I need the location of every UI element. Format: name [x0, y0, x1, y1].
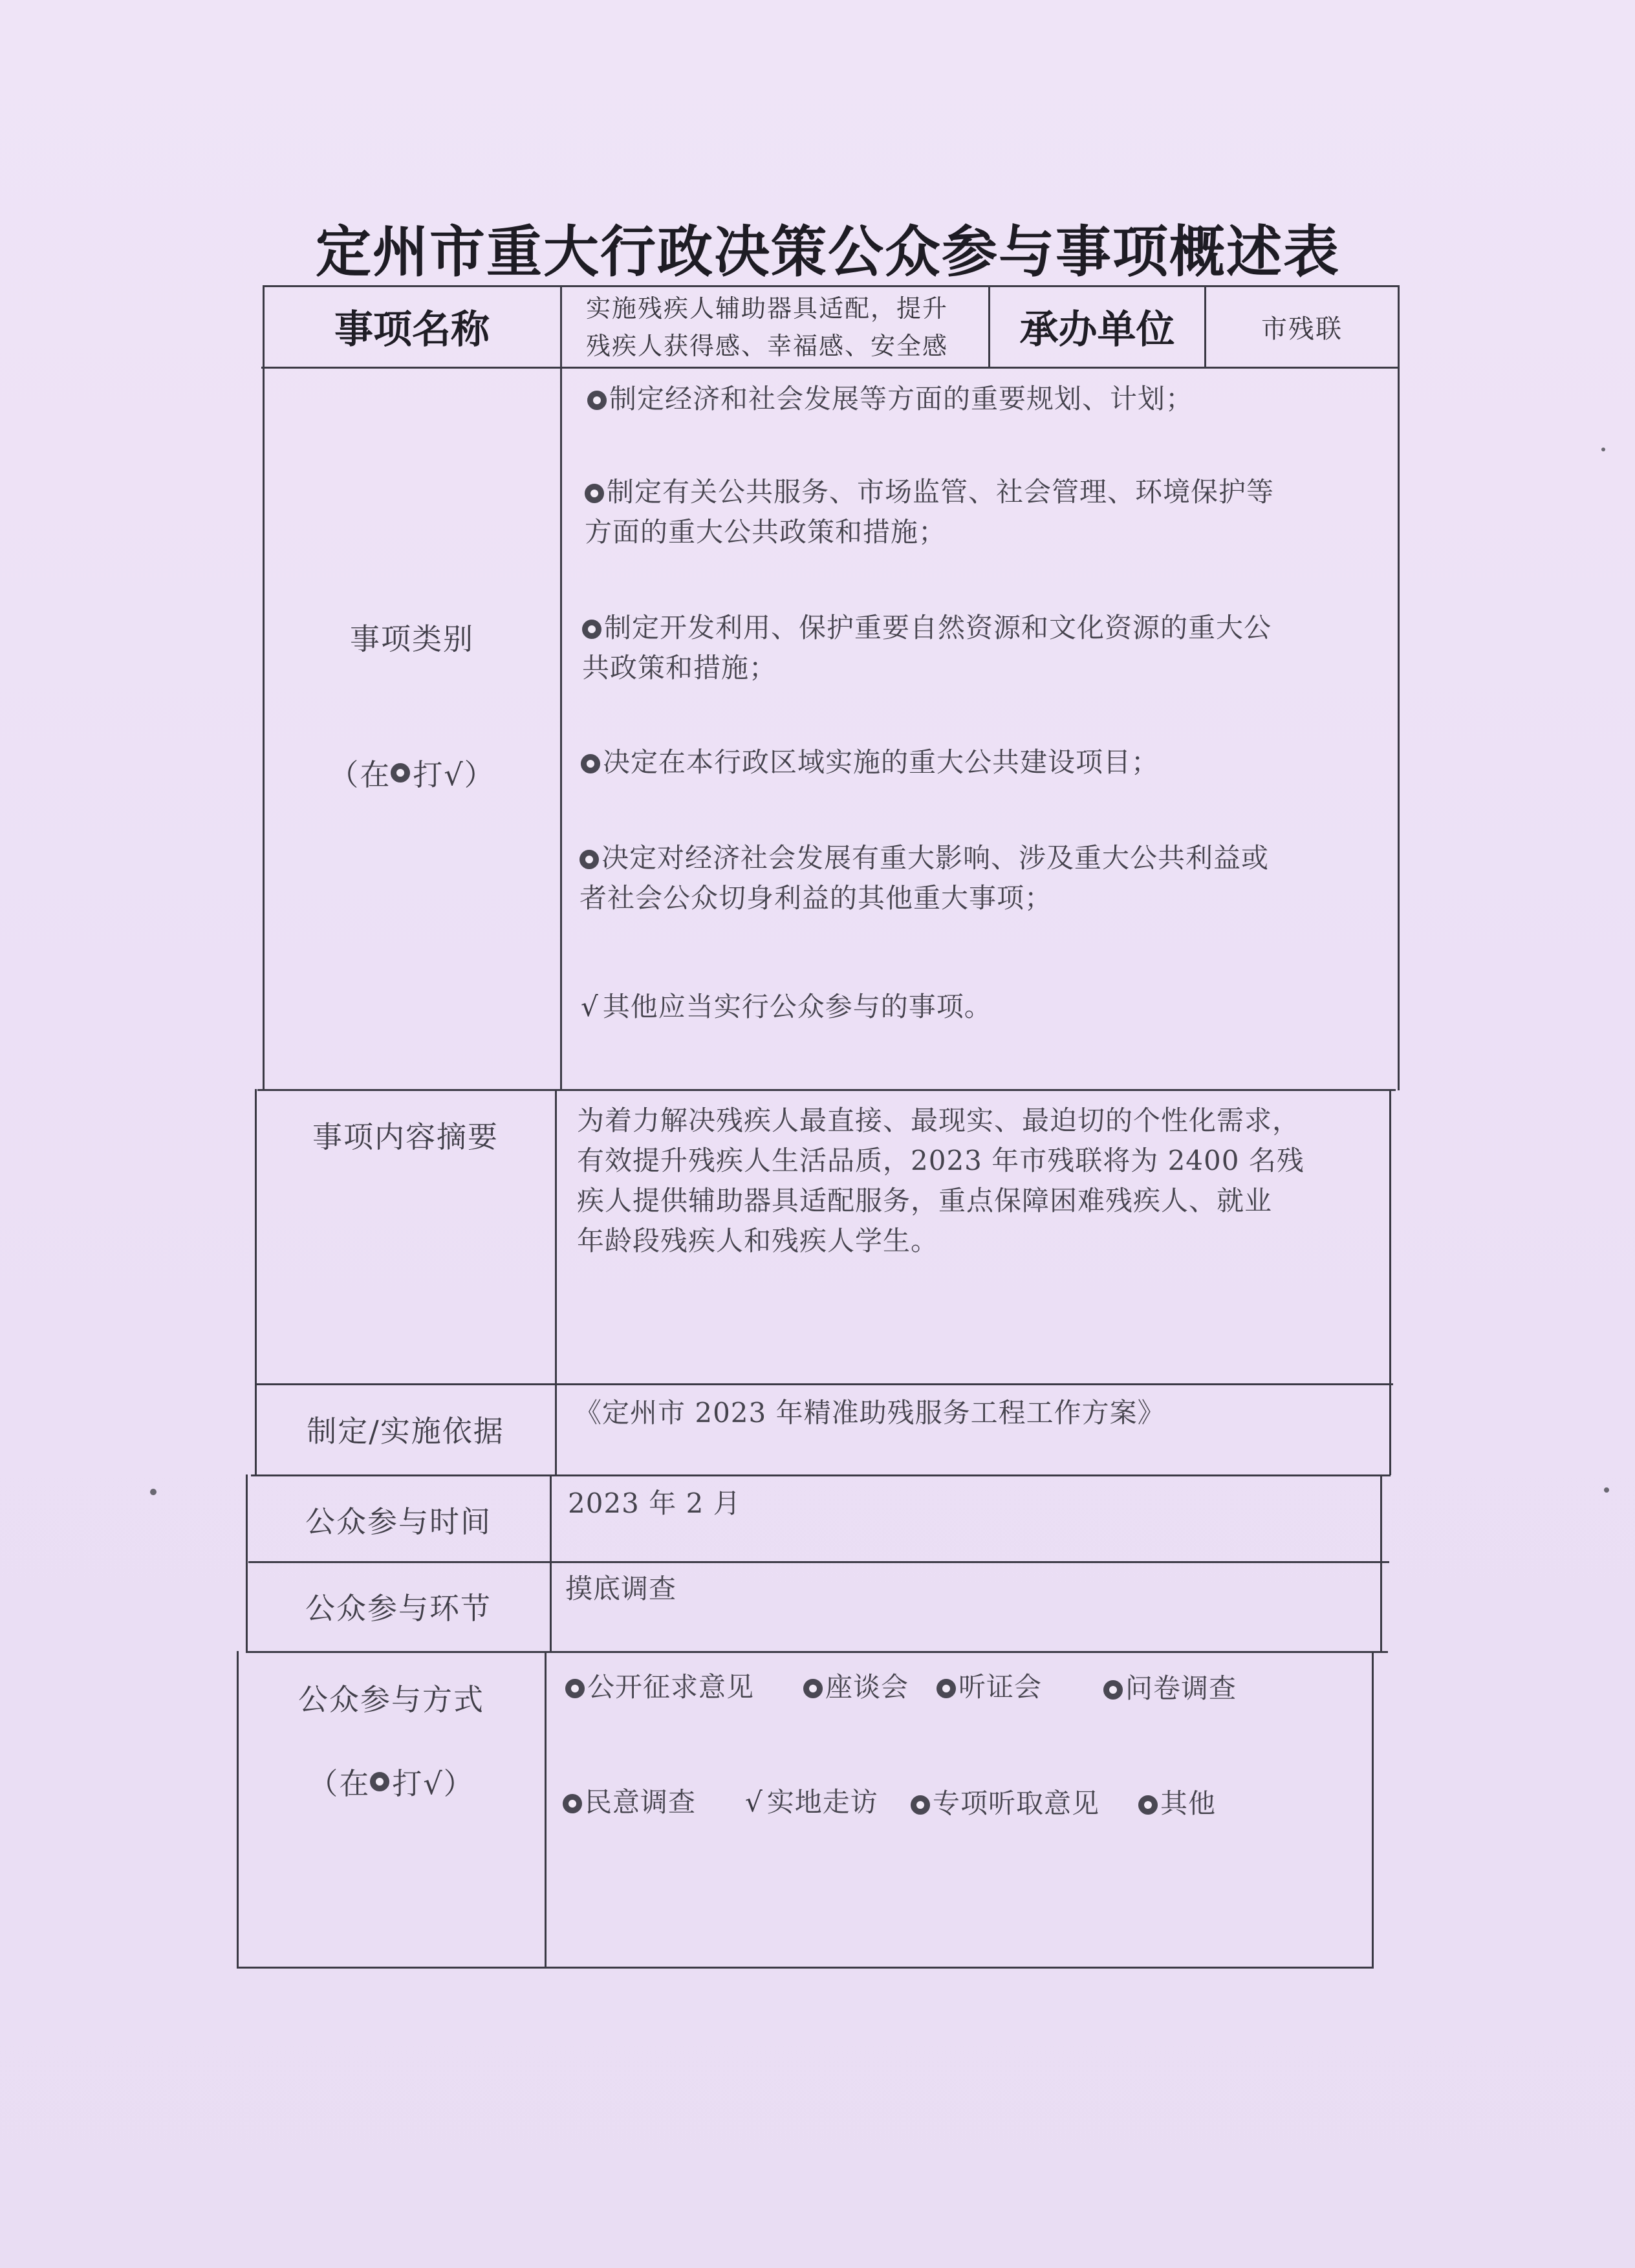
category-item-text: 决定在本行政区域实施的重大公共建设项目； — [603, 746, 1160, 778]
time-value: 2023 年 2 月 — [568, 1487, 741, 1519]
stage-label: 公众参与环节 — [305, 1591, 492, 1626]
rule — [1372, 1651, 1374, 1968]
stage-value: 摸底调查 — [565, 1573, 677, 1604]
rule — [255, 1383, 1393, 1385]
name-value-line1: 实施残疾人辅助器具适配，提升 — [586, 294, 949, 323]
summary-line: 有效提升残疾人生活品质，2023 年市残联将为 2400 名残 — [577, 1145, 1305, 1176]
ring-marker-icon — [582, 620, 601, 639]
name-value-line2: 残疾人获得感、幸福感、安全感 — [586, 332, 949, 360]
rule — [261, 367, 1398, 369]
scan-speck — [1604, 1487, 1609, 1493]
rule — [257, 1089, 1396, 1091]
method-option — [911, 1784, 1099, 1824]
method-option-text: 民意调查 — [585, 1786, 697, 1818]
method-option-text: 问卷调查 — [1125, 1672, 1237, 1704]
category-item-text: 方面的重大公共政策和措施； — [585, 516, 947, 548]
summary-text — [577, 1101, 1305, 1261]
method-option — [803, 1667, 909, 1707]
method-hint — [238, 1753, 545, 1811]
category-item-text: 者社会公众切身利益的其他重大事项； — [579, 882, 1053, 914]
category-item-text: 制定有关公共服务、市场监管、社会管理、环境保护等 — [607, 476, 1275, 508]
category-item-text: 制定开发利用、保护重要自然资源和文化资源的重大公 — [604, 612, 1272, 643]
time-label: 公众参与时间 — [305, 1504, 492, 1539]
method-hint-close: 打√） — [392, 1766, 475, 1801]
category-hint — [264, 744, 560, 802]
method-option-text: 座谈会 — [825, 1671, 909, 1703]
method-option-text: 公开征求意见 — [587, 1671, 755, 1703]
rule — [248, 1561, 1389, 1563]
method-option-text: 专项听取意见 — [933, 1787, 1100, 1819]
method-option — [563, 1782, 696, 1822]
rule — [560, 285, 562, 1090]
category-item — [582, 608, 1272, 688]
category-item — [581, 742, 1159, 783]
method-option-text: 实地走访 — [766, 1786, 878, 1818]
ring-marker-icon — [579, 850, 599, 869]
rule — [1380, 1474, 1382, 1652]
ring-marker-icon — [1138, 1795, 1158, 1815]
ring-marker-icon — [1103, 1680, 1123, 1700]
category-label: 事项类别 — [350, 621, 474, 656]
summary-line: 疾人提供辅助器具适配服务，重点保障困难残疾人、就业 — [577, 1185, 1273, 1216]
ring-marker-icon — [391, 763, 410, 783]
category-item — [587, 379, 1193, 419]
category-hint-close: 打√） — [413, 757, 495, 792]
method-hint-open: （在 — [308, 1766, 371, 1801]
rule — [246, 1651, 1388, 1653]
method-option-text: 其他 — [1160, 1787, 1217, 1819]
basis-label: 制定/实施依据 — [307, 1414, 504, 1449]
page-title: 定州市重大行政决策公众参与事项概述表 — [316, 220, 1340, 285]
summary-label: 事项内容摘要 — [312, 1119, 499, 1154]
method-option — [937, 1667, 1042, 1707]
scan-speck — [150, 1489, 157, 1495]
ring-marker-icon — [803, 1679, 823, 1698]
summary-line: 为着力解决残疾人最直接、最现实、最迫切的个性化需求， — [577, 1105, 1301, 1136]
ring-marker-icon — [581, 754, 600, 773]
category-item-text: 其他应当实行公众参与的事项。 — [602, 991, 992, 1022]
category-item-text: 制定经济和社会发展等方面的重要规划、计划； — [609, 383, 1194, 415]
rule — [545, 1651, 547, 1968]
ring-marker-icon — [370, 1772, 389, 1791]
ring-marker-icon — [937, 1679, 956, 1698]
check-mark-icon: √ — [745, 1786, 763, 1818]
category-item — [585, 472, 1274, 552]
ring-marker-icon — [565, 1679, 585, 1698]
summary-line: 年龄段残疾人和残疾人学生。 — [577, 1225, 939, 1257]
rule — [555, 1089, 557, 1475]
method-option — [565, 1667, 754, 1707]
scan-speck — [1601, 448, 1605, 451]
ring-marker-icon — [587, 391, 607, 410]
name-label: 事项名称 — [334, 307, 490, 352]
rule — [1398, 285, 1400, 1090]
basis-value: 《定州市 2023 年精准助残服务工程工作方案》 — [574, 1397, 1165, 1429]
category-hint-open: （在 — [329, 757, 391, 792]
category-item — [581, 987, 992, 1027]
method-option — [1138, 1784, 1216, 1824]
category-item-text: 共政策和措施； — [582, 652, 777, 684]
rule — [251, 1474, 1391, 1476]
category-item — [579, 838, 1269, 918]
method-option — [745, 1782, 878, 1822]
category-item-text: 决定对经济社会发展有重大影响、涉及重大公共利益或 — [601, 842, 1270, 874]
ring-marker-icon — [911, 1795, 930, 1815]
rule — [550, 1474, 552, 1652]
check-mark-icon: √ — [581, 991, 599, 1022]
method-option — [1103, 1669, 1237, 1709]
unit-label: 承办单位 — [1019, 307, 1175, 352]
unit-value: 市残联 — [1261, 314, 1343, 344]
rule — [237, 1967, 1374, 1969]
ring-marker-icon — [585, 484, 604, 503]
ring-marker-icon — [563, 1794, 582, 1813]
rule — [263, 285, 265, 1090]
method-label: 公众参与方式 — [298, 1682, 484, 1717]
name-value — [563, 288, 988, 367]
method-option-text: 听证会 — [958, 1671, 1043, 1703]
rule — [1389, 1089, 1391, 1475]
